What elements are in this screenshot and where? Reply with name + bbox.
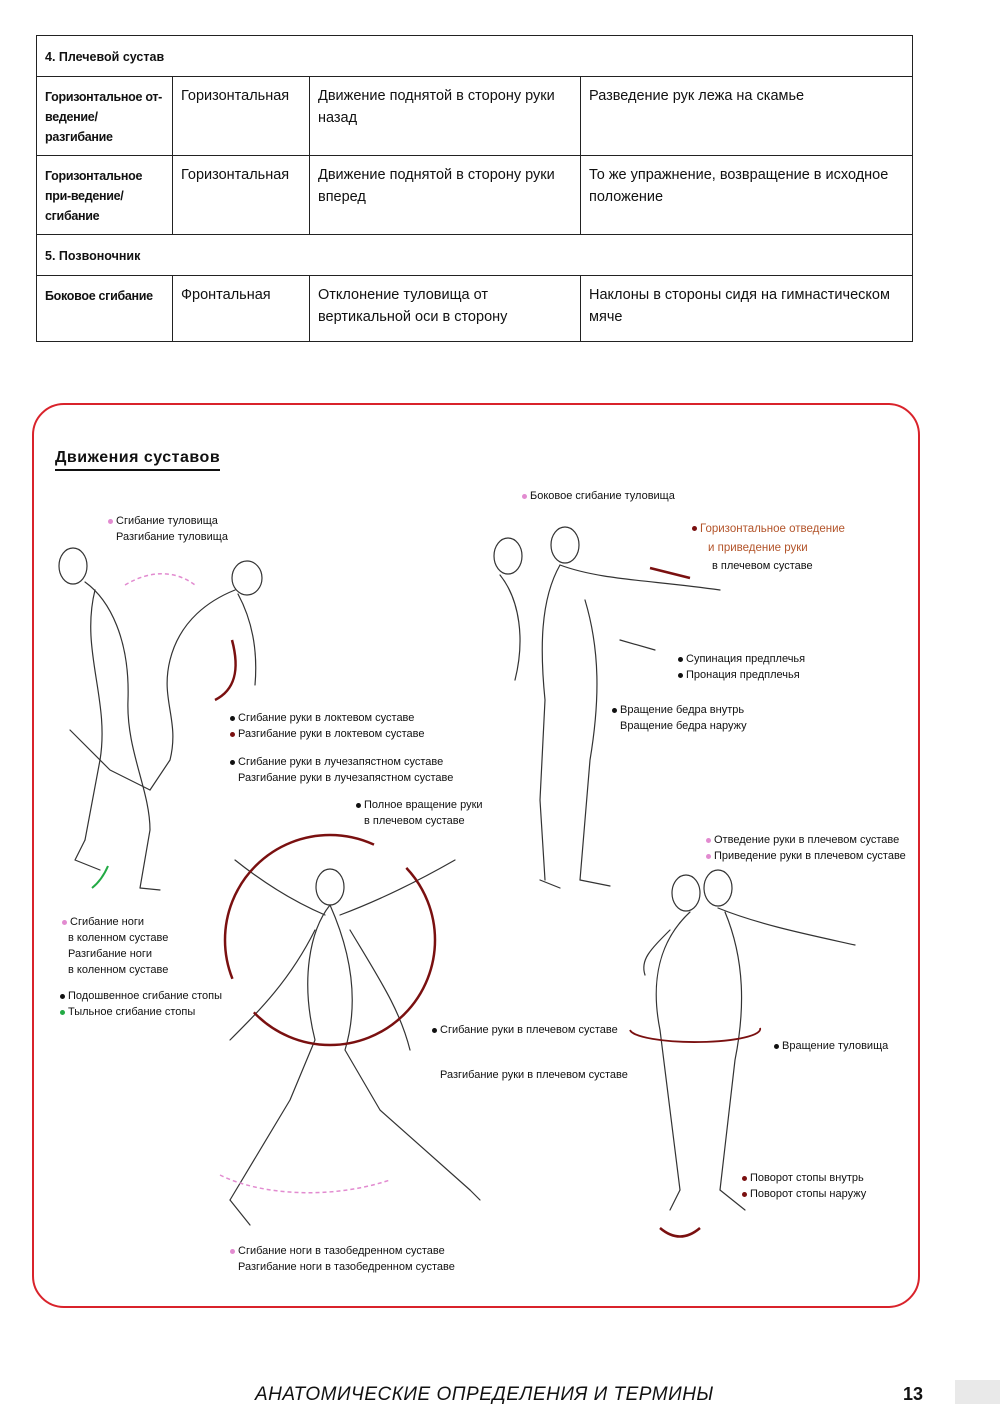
label-elbow-extension: Разгибание руки в локтевом суставе <box>230 727 424 742</box>
exercise-cell: Разведение рук лежа на скамье <box>581 77 913 156</box>
label-wrist-flexion: Сгибание руки в лучезапястном суставе <box>230 755 443 770</box>
section-title: 4. Плечевой сустав <box>37 36 913 77</box>
label-knee-flexion: Сгибание ноги <box>62 915 144 930</box>
label-trunk-flexion: Сгибание туловища <box>108 514 218 529</box>
label-full-arm-rotation: Полное вращение руки <box>356 798 483 813</box>
movement-cell: Горизонтальное от-ведение/разгибание <box>37 77 173 156</box>
label-hip-flexion: Сгибание ноги в тазобедренном суставе <box>230 1244 445 1259</box>
label-horizontal-abduction-2: и приведение руки <box>708 542 808 554</box>
label-horizontal-abduction-3: в плечевом суставе <box>712 560 813 572</box>
label-shoulder-abduction: Отведение руки в плечевом суставе <box>706 833 899 848</box>
elbow-flexion-arrow <box>215 640 236 700</box>
description-cell: Движение поднятой в сторону руки назад <box>310 77 581 156</box>
label-foot-eversion: Поворот стопы наружу <box>742 1187 866 1202</box>
exercise-cell: То же упражнение, возвращение в исходное положение <box>581 156 913 235</box>
label-trunk-rotation: Вращение туловища <box>774 1039 888 1054</box>
full-rotation-circle <box>225 835 435 1045</box>
label-hip-extension: Разгибание ноги в тазобедренном суставе <box>238 1261 455 1273</box>
plane-cell: Горизонтальная <box>173 156 310 235</box>
section-title: 5. Позвоночник <box>37 235 913 276</box>
label-pronation: Пронация предплечья <box>678 668 800 683</box>
label-knee-extension: Разгибание ноги <box>68 948 153 960</box>
label-hip-external-rotation: Вращение бедра наружу <box>620 720 747 732</box>
movement-cell: Горизонтальное при-ведение/сгибание <box>37 156 173 235</box>
arm-abduction-arrow <box>650 568 690 578</box>
page-number: 13 <box>903 1384 924 1404</box>
label-shoulder-extension: Разгибание руки в плечевом суставе <box>440 1069 628 1081</box>
label-horizontal-abduction: Горизонтальное отведение <box>692 522 845 537</box>
trunk-rotation-arrow <box>630 1028 760 1042</box>
plane-cell: Горизонтальная <box>173 77 310 156</box>
footer-title: АНАТОМИЧЕСКИЕ ОПРЕДЕЛЕНИЯ И ТЕРМИНЫ <box>255 1384 714 1405</box>
foot-rotation-arrow <box>660 1228 700 1237</box>
label-full-arm-rotation-2: в плечевом суставе <box>364 815 465 827</box>
page-tab <box>955 1380 1000 1404</box>
label-lateral-trunk-flexion: Боковое сгибание туловища <box>522 489 675 504</box>
label-hip-internal-rotation: Вращение бедра внутрь <box>612 703 744 718</box>
description-cell: Отклонение туловища от вертикальной оси в сторону <box>310 276 581 342</box>
label-supination: Супинация предплечья <box>678 652 805 667</box>
label-foot-inversion: Поворот стопы внутрь <box>742 1171 864 1186</box>
hip-flexion-arrow <box>220 1175 390 1193</box>
label-plantar-flexion: Подошвенное сгибание стопы <box>60 989 222 1004</box>
label-elbow-flexion: Сгибание руки в локтевом суставе <box>230 711 414 726</box>
trunk-flexion-arrow <box>125 574 195 585</box>
label-trunk-extension: Разгибание туловища <box>116 531 228 543</box>
description-cell: Движение поднятой в сторону руки вперед <box>310 156 581 235</box>
label-dorsiflexion: Тыльное сгибание стопы <box>60 1005 195 1020</box>
plane-cell: Фронтальная <box>173 276 310 342</box>
label-knee-extension-2: в коленном суставе <box>68 964 169 976</box>
label-knee-flexion-2: в коленном суставе <box>68 932 169 944</box>
label-wrist-extension: Разгибание руки в лучезапястном суставе <box>238 772 454 784</box>
movement-cell: Боковое сгибание <box>37 276 173 342</box>
label-shoulder-adduction: Приведение руки в плечевом суставе <box>706 849 906 864</box>
label-shoulder-flexion: Сгибание руки в плечевом суставе <box>432 1023 618 1038</box>
panel-title: Движения суставов <box>55 449 220 471</box>
ankle-dorsiflexion-arrow <box>92 866 108 888</box>
exercise-cell: Наклоны в стороны сидя на гимнастическом мяче <box>581 276 913 342</box>
